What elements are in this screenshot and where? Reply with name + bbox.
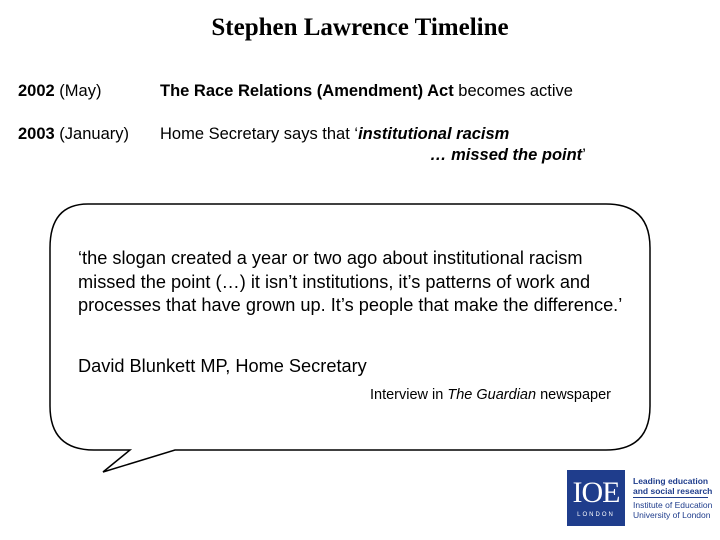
event-description: becomes active (453, 82, 573, 100)
date-month: (January) (54, 125, 129, 143)
quote-attribution: David Blunkett MP, Home Secretary (78, 356, 367, 376)
logo-tagline (633, 476, 712, 496)
ioe-logo-mark (567, 470, 625, 526)
logo-tagline-line-1: Leading education (633, 476, 709, 486)
date-month: (May) (54, 82, 102, 100)
logo-institution-line-1: Institute of Education (633, 500, 713, 510)
quote-text: ‘the slogan created a year or two ago about institutional racism missed the point (…) it isn’t institutions, it’s patterns of work and processes that have grown up. It’s people that make the difference.’ (78, 248, 623, 315)
ioe-logo (567, 470, 713, 526)
event-italic-phrase-2: … missed the point (430, 146, 583, 164)
page-title: Stephen Lawrence Timeline (211, 14, 509, 41)
event-suffix: ’ (582, 146, 586, 164)
logo-divider (633, 497, 708, 498)
date-year: 2002 (18, 82, 55, 100)
logo-subtitle: LONDON (577, 512, 615, 518)
logo-institution-line-2: University of London (633, 510, 711, 520)
source-suffix: newspaper (536, 387, 612, 403)
event-act-name: The Race Relations (Amendment) Act (160, 82, 454, 100)
date-year: 2003 (18, 125, 55, 143)
speech-bubble-outline (50, 204, 650, 472)
logo-institution (633, 500, 712, 520)
source-prefix: Interview in (370, 387, 448, 403)
logo-tagline-line-2: and social research (633, 486, 713, 496)
event-prefix: Home Secretary says that ‘ (160, 125, 359, 143)
event-italic-phrase: institutional racism (358, 125, 510, 143)
quote-source (370, 387, 611, 403)
logo-mark-text: IOE (572, 476, 620, 509)
source-publication: The Guardian (447, 387, 537, 403)
